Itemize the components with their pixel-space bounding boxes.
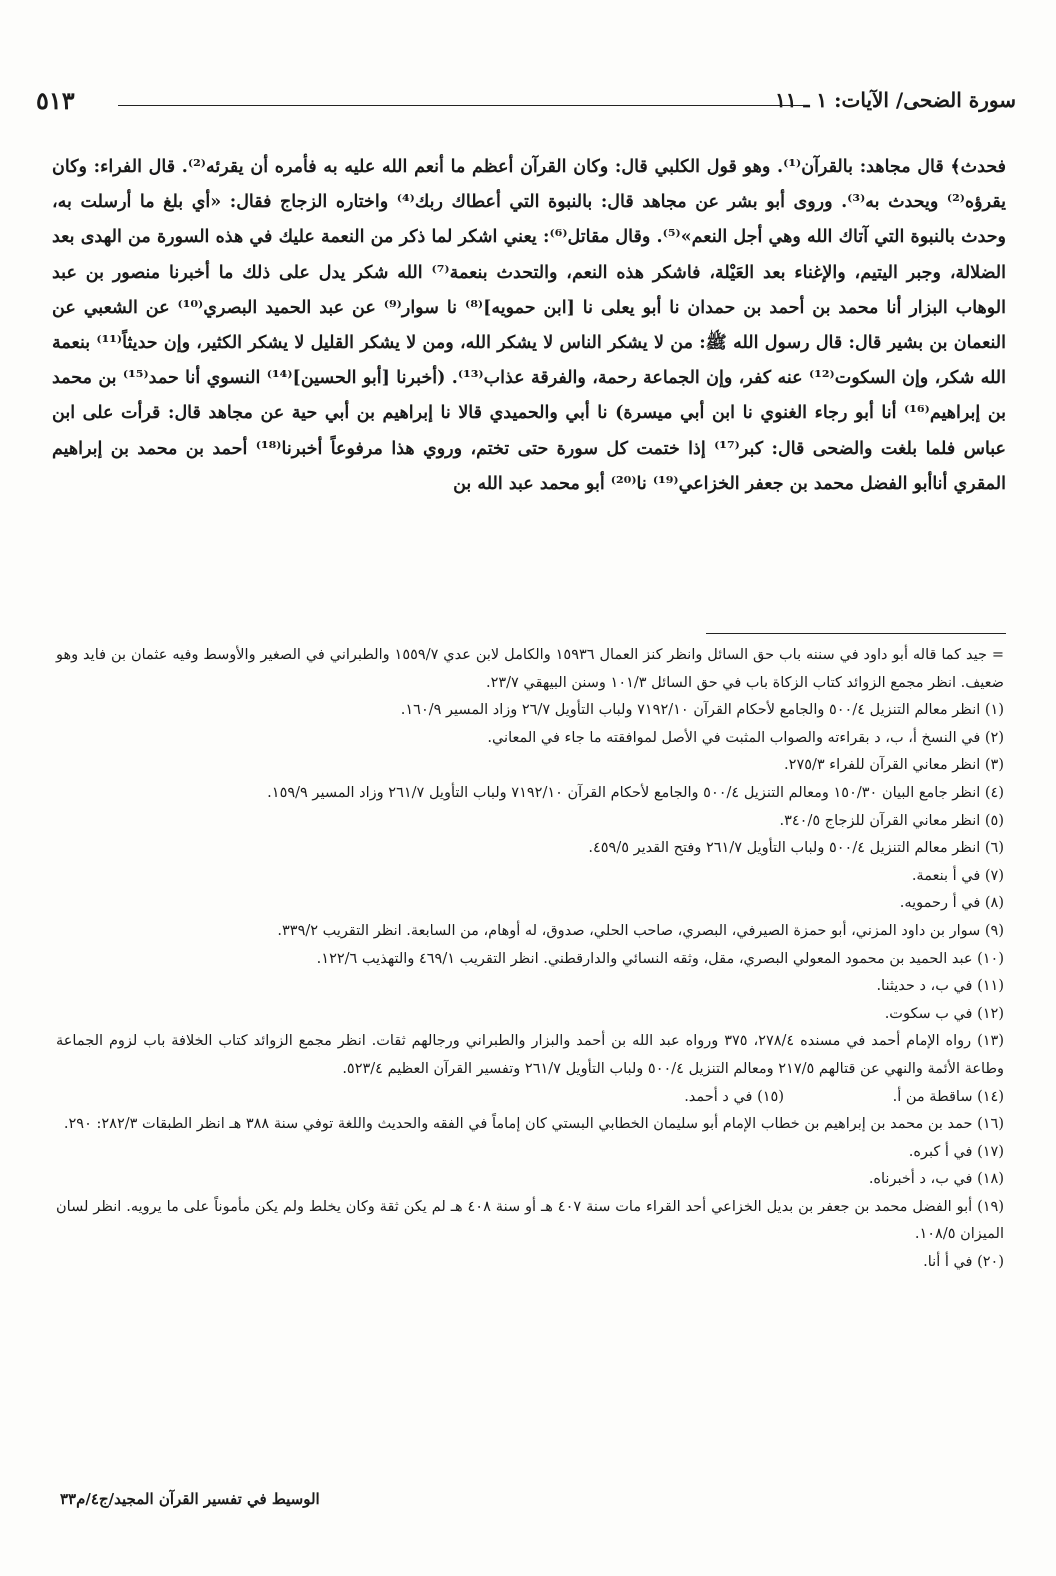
footnotes <box>56 642 1004 1277</box>
footnote-15: (١٥) في د أحمد. <box>684 1088 784 1105</box>
footnote-6: (٦) انظر معالم التنزيل ٥٠٠/٤ ولباب التأويل ٢٦١/٧ وفتح القدير ٤٥٩/٥. <box>588 840 1004 857</box>
footnote-9: (٩) سوار بن داود المزني، أبو حمزة الصيرفي، البصري، صاحب الحلي، صدوق، له أوهام، من السابعة. انظر التقريب ٣٣٩/٢. <box>277 922 1004 939</box>
footnote-row-14-15 <box>56 1084 1004 1112</box>
footnote-14: (١٤) ساقطة من أ. <box>892 1088 1004 1105</box>
footnote-3: (٣) انظر معاني القرآن للفراء ٢٧٥/٣. <box>784 757 1004 774</box>
footnote-1: (١) انظر معالم التنزيل ٥٠٠/٤ والجامع لأحكام القرآن ٧١٩٢/١٠ ولباب التأويل ٢٦/٧ وزاد المسير ١٦٠/٩. <box>400 702 1004 719</box>
footnote-20: (٢٠) في أ أنا. <box>923 1254 1004 1271</box>
footnote-17: (١٧) في أ كبره. <box>908 1143 1004 1160</box>
page-number: ٥١٣ <box>36 86 75 115</box>
footnote-5: (٥) انظر معاني القرآن للزجاج ٣٤٠/٥. <box>779 812 1004 829</box>
main-text <box>52 150 1006 502</box>
footnote-separator <box>706 633 1006 634</box>
footnote-2: (٢) في النسخ أ، ب، د بقراءته والصواب المثبت في الأصل لموافقته ما جاء في المعاني. <box>487 729 1004 746</box>
footnote-8: (٨) في أ رحمويه. <box>899 895 1004 912</box>
footnote-11: (١١) في ب، د حديثنا. <box>876 978 1004 995</box>
main-paragraph: فحدث﴾ قال مجاهد: بالقرآن⁽¹⁾. وهو قول الكلبي قال: وكان القرآن أعظم ما أنعم الله عليه به فأمره أن يقرئه⁽²⁾. قال الفراء: وكان يقرؤه⁽²⁾ ويحدث به⁽³⁾. وروى أبو بشر عن مجاهد قال: بالنبوة التي أعطاك ربك⁽⁴⁾ واختاره الزجاج فقال: «أي بلغ ما أرسلت به، وحدث بالنبوة التي آتاك الله وهي أجل النعم»⁽⁵⁾. وقال مقاتل⁽⁶⁾: يعني اشكر لما ذكر من النعمة عليك في هذه السورة من الهدى بعد الضلالة، وجبر اليتيم، والإغناء بعد العَيْلة، فاشكر هذه النعم، والتحدث بنعمة⁽⁷⁾ الله شكر يدل على ذلك ما أخبرنا منصور بن عبد الوهاب البزار أنا محمد بن أحمد بن حمدان نا أبو يعلى نا [ابن حمويه]⁽⁸⁾ نا سوار⁽⁹⁾ عن عبد الحميد البصري⁽¹⁰⁾ عن الشعبي عن النعمان بن بشير قال: قال رسول الله ﷺ: من لا يشكر الناس لا يشكر الله، ومن لا يشكر القليل لا يشكر الكثير، وإن حديثاً⁽¹¹⁾ بنعمة الله شكر، وإن السكوت⁽¹²⁾ عنه كفر، وإن الجماعة رحمة، والفرقة عذاب⁽¹³⁾. (أخبرنا [أبو الحسين]⁽¹⁴⁾ النسوي أنا حمد⁽¹⁵⁾ بن محمد بن إبراهيم⁽¹⁶⁾ أنا أبو رجاء الغنوي نا ابن أبي ميسرة) نا أبي والحميدي قالا نا إبراهيم بن أبي حية عن مجاهد قال: قرأت على ابن عباس فلما بلغت والضحى قال: كبر⁽¹⁷⁾ إذا ختمت كل سورة حتى تختم، وروي هذا مرفوعاً أخبرنا⁽¹⁸⁾ أحمد بن محمد بن إبراهيم المقري أناأبو الفضل محمد بن جعفر الخزاعي⁽¹⁹⁾ نا⁽²⁰⁾ أبو محمد عبد الله بن <box>52 157 1007 494</box>
page-header <box>36 86 1016 126</box>
running-title: سورة الضحى/ الآيات: ١ ـ ١١ <box>775 88 1016 112</box>
footnote-16: (١٦) حمد بن محمد بن إبراهيم بن خطاب الإمام أبو سليمان الخطابي البستي كان إماماً في الفقه والحديث واللغة توفي سنة ٣٨٨ هـ انظر الطبقات ٢٨٢/٣: ٢٩٠. <box>63 1116 1004 1133</box>
footnote-7: (٧) في أ بنعمة. <box>911 867 1004 884</box>
footnote-19: (١٩) أبو الفضل محمد بن جعفر بن بديل الخزاعي أحد القراء مات سنة ٤٠٧ هـ أو سنة ٤٠٨ هـ لم يكن ثقة وكان يخلط ولم يكن مأموناً على ما يرويه. انظر لسان الميزان ١٠٨/٥. <box>56 1198 1004 1243</box>
footnote-12: (١٢) في ب سكوت. <box>884 1005 1004 1022</box>
footnote-4: (٤) انظر جامع البيان ١٥٠/٣٠ ومعالم التنزيل ٥٠٠/٤ والجامع لأحكام القرآن ٧١٩٢/١٠ ولباب التأويل ٢٦١/٧ وزاد المسير ١٥٩/٩. <box>267 784 1004 801</box>
page-footer: الوسيط في تفسير القرآن المجيد/ج٤/م٣٣ <box>60 1490 320 1508</box>
footnote-13: (١٣) رواه الإمام أحمد في مسنده ٢٧٨/٤، ٣٧٥ ورواه عبد الله بن أحمد والبزار والطبراني ورجالهم ثقات. انظر مجمع الزوائد كتاب الخلافة باب لزوم الجماعة وطاعة الأئمة والنهي عن قتالهم ٢١٧/٥ ومعالم التنزيل ٥٠٠/٤ ولباب التأويل ٢٦١/٧ وتفسير القرآن العظيم ٥٢٣/٤. <box>56 1033 1004 1077</box>
footnote-18: (١٨) في ب، د أخبرناه. <box>868 1171 1004 1188</box>
footnote-continuation: = جيد كما قاله أبو داود في سننه باب حق السائل وانظر كنز العمال ١٥٩٣٦ والكامل لابن عدي ١٥٥٩/٧ والطبراني في الصغير والأوسط وفيه عثمان بن فايد وهو ضعيف. انظر مجمع الزوائد كتاب الزكاة باب في حق السائل ١٠١/٣ وسنن البيهقي ٢٣/٧. <box>56 647 1005 691</box>
header-rule <box>118 105 806 106</box>
footnote-10: (١٠) عبد الحميد بن محمود المعولي البصري، مقل، وثقه النسائي والدارقطني. انظر التقريب ٤٦٩/١ والتهذيب ١٢٢/٦. <box>316 950 1004 967</box>
